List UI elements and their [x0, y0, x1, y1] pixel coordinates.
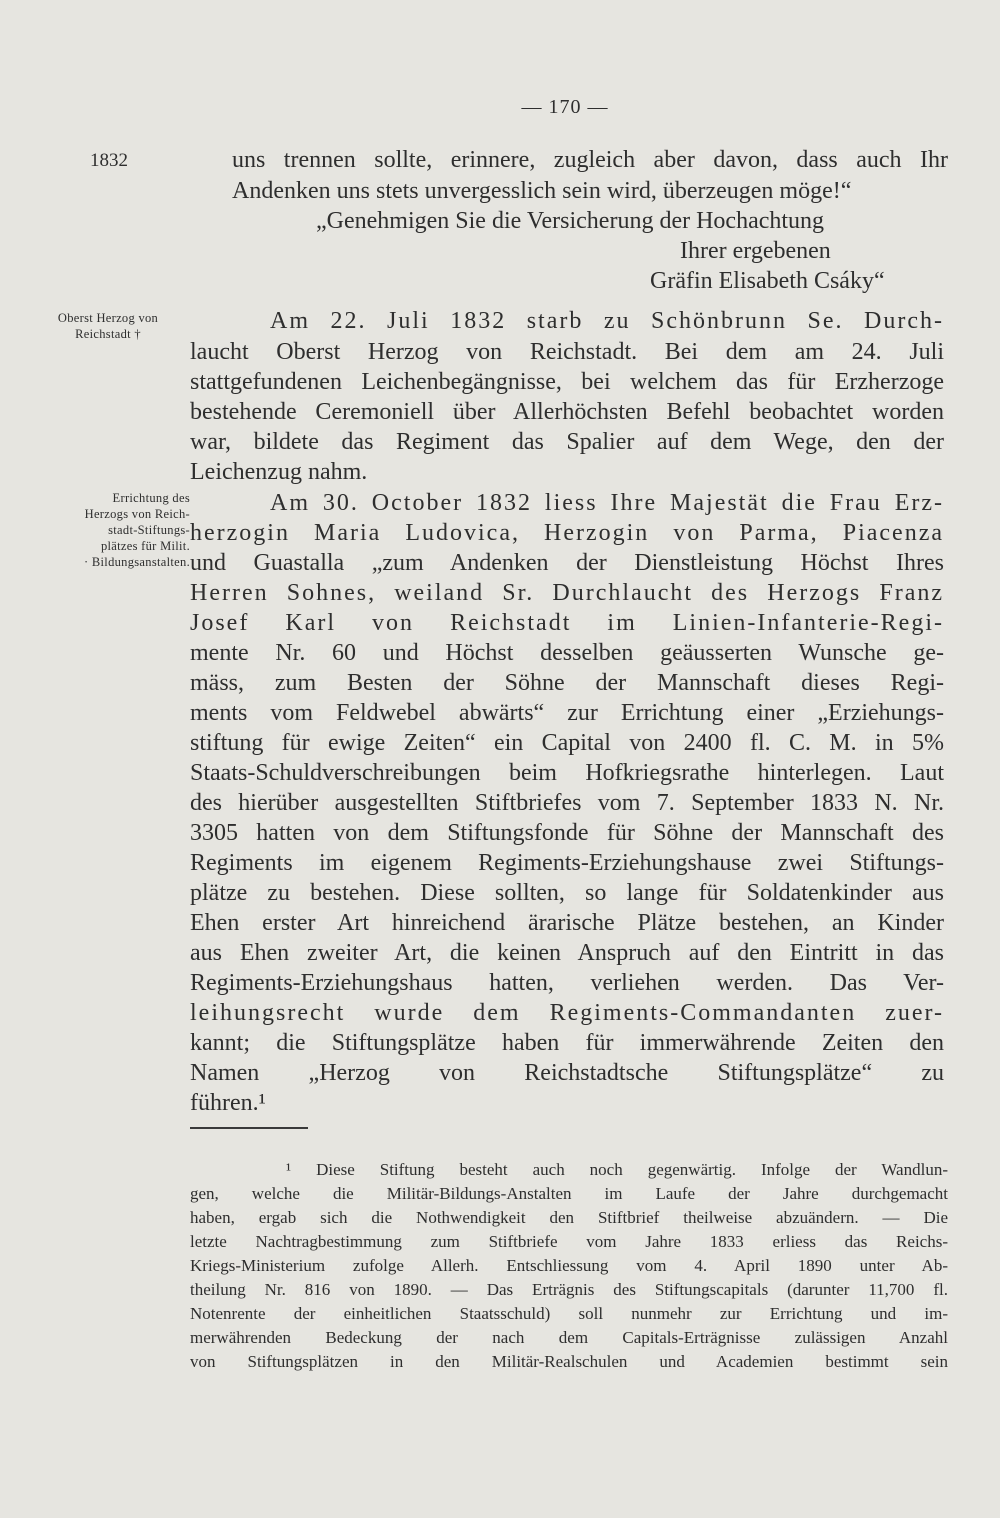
paragraph-line: laucht Oberst Herzog von Reichstadt. Bei dem am 24. Juli — [190, 339, 944, 365]
paragraph-line: Regiments-Erziehungshaus hatten, verliehen werden. Das Ver- — [190, 970, 944, 996]
paragraph-line: Staats-Schuldverschreibungen beim Hofkriegsrathe hinterlegen. Laut — [190, 760, 944, 786]
paragraph-line: Herren Sohnes, weiland Sr. Durchlaucht des Herzogs Franz — [190, 580, 944, 606]
paragraph-line: aus Ehen zweiter Art, die keinen Anspruch auf den Eintritt in das — [190, 940, 944, 966]
page-number: — 170 — — [521, 96, 609, 118]
paragraph-line: Ehen erster Art hinreichend ärarische Plätze bestehen, an Kinder — [190, 910, 944, 936]
footnote-line: Kriegs-Ministerium zufolge Allerh. Entschliessung vom 4. April 1890 unter Ab- — [190, 1256, 948, 1275]
footnote-divider — [190, 1127, 308, 1129]
footnote-line: letzte Nachtragbestimmung zum Stiftbriefe vom Jahre 1833 erliess das Reichs- — [190, 1232, 948, 1251]
footnote-line: Notenrente der einheitlichen Staatsschuld) soll nunmehr zur Errichtung und im- — [190, 1304, 948, 1323]
letter-closing: Ihrer ergebenen — [680, 238, 831, 264]
paragraph-line: kannt; die Stiftungsplätze haben für immerwährende Zeiten den — [190, 1030, 944, 1056]
margin-note-line: Herzogs von Reich- — [84, 507, 190, 521]
footnote-line: theilung Nr. 816 von 1890. — Das Erträgnis des Stiftungscapitals (darunter 11,700 fl. — [190, 1280, 948, 1299]
paragraph-line: Leichenzug nahm. — [190, 459, 368, 485]
paragraph-line: Regiments im eigenem Regiments-Erziehungshause zwei Stiftungs- — [190, 850, 944, 876]
footnote-line: haben, ergab sich die Nothwendigkeit den Stiftbrief theilweise abzuändern. — Die — [190, 1208, 948, 1227]
margin-note-line: stadt-Stiftungs- — [108, 523, 190, 537]
margin-note-errichtung — [30, 490, 190, 570]
paragraph-line: Am 22. Juli 1832 starb zu Schönbrunn Se. Durch- — [270, 308, 944, 334]
letter-line: Andenken uns stets unvergesslich sein wird, überzeugen möge!“ — [232, 178, 852, 204]
paragraph-line: stiftung für ewige Zeiten“ ein Capital von 2400 fl. C. M. in 5% — [190, 730, 944, 756]
letter-signature: Gräfin Elisabeth Csáky“ — [650, 268, 885, 294]
margin-note-line: Errichtung des — [112, 491, 190, 505]
footnote-line: von Stiftungsplätzen in den Militär-Realschulen und Academien bestimmt sein — [190, 1352, 948, 1371]
letter-line: uns trennen sollte, erinnere, zugleich aber davon, dass auch Ihr — [232, 147, 948, 173]
paragraph-line: stattgefundenen Leichenbegängnisse, bei welchem das für Erzherzoge — [190, 369, 944, 395]
paragraph-line: ments vom Feldwebel abwärts“ zur Errichtung einer „Erziehungs- — [190, 700, 944, 726]
paragraph-line: war, bildete das Regiment das Spalier auf dem Wege, den der — [190, 429, 944, 455]
footnote-line: gen, welche die Militär-Bildungs-Anstalten im Laufe der Jahre durchgemacht — [190, 1184, 948, 1203]
paragraph-line: des hierüber ausgestellten Stiftbriefes vom 7. September 1833 N. Nr. — [190, 790, 944, 816]
paragraph-line: und Guastalla „zum Andenken der Dienstleistung Höchst Ihres — [190, 550, 944, 576]
paragraph-line: führen.¹ — [190, 1090, 266, 1116]
margin-note-line: Reichstadt † — [75, 327, 141, 341]
margin-note-line: plätzes für Milit. — [100, 539, 190, 553]
paragraph-line: plätze zu bestehen. Diese sollten, so lange für Soldatenkinder aus — [190, 880, 944, 906]
paragraph-line: leihungsrecht wurde dem Regiments-Commandanten zuer- — [190, 1000, 944, 1026]
letter-line: „Genehmigen Sie die Versicherung der Hochachtung — [316, 208, 825, 234]
paragraph-line: 3305 hatten von dem Stiftungsfonde für Söhne der Mannschaft des — [190, 820, 944, 846]
margin-note-reichstadt — [28, 310, 188, 342]
paragraph-line: Namen „Herzog von Reichstadtsche Stiftungsplätze“ zu — [190, 1060, 944, 1086]
footnote-line: ¹ Diese Stiftung besteht auch noch gegenwärtig. Infolge der Wandlun- — [286, 1160, 948, 1179]
paragraph-line: Josef Karl von Reichstadt im Linien-Infanterie-Regi- — [190, 610, 944, 636]
year-marker: 1832 — [90, 150, 128, 171]
paragraph-line: Am 30. October 1832 liess Ihre Majestät die Frau Erz- — [270, 490, 944, 516]
paragraph-line: herzogin Maria Ludovica, Herzogin von Parma, Piacenza — [190, 520, 944, 546]
paragraph-line: mäss, zum Besten der Söhne der Mannschaft dieses Regi- — [190, 670, 944, 696]
paragraph-line: bestehende Ceremoniell über Allerhöchsten Befehl beobachtet worden — [190, 399, 944, 425]
margin-note-line: Oberst Herzog von — [57, 311, 159, 325]
margin-note-line: · Bildungsanstalten. — [84, 555, 190, 569]
paragraph-line: mente Nr. 60 und Höchst desselben geäusserten Wunsche ge- — [190, 640, 944, 666]
footnote-line: merwährenden Bedeckung der nach dem Capitals-Erträgnisse zulässigen Anzahl — [190, 1328, 948, 1347]
